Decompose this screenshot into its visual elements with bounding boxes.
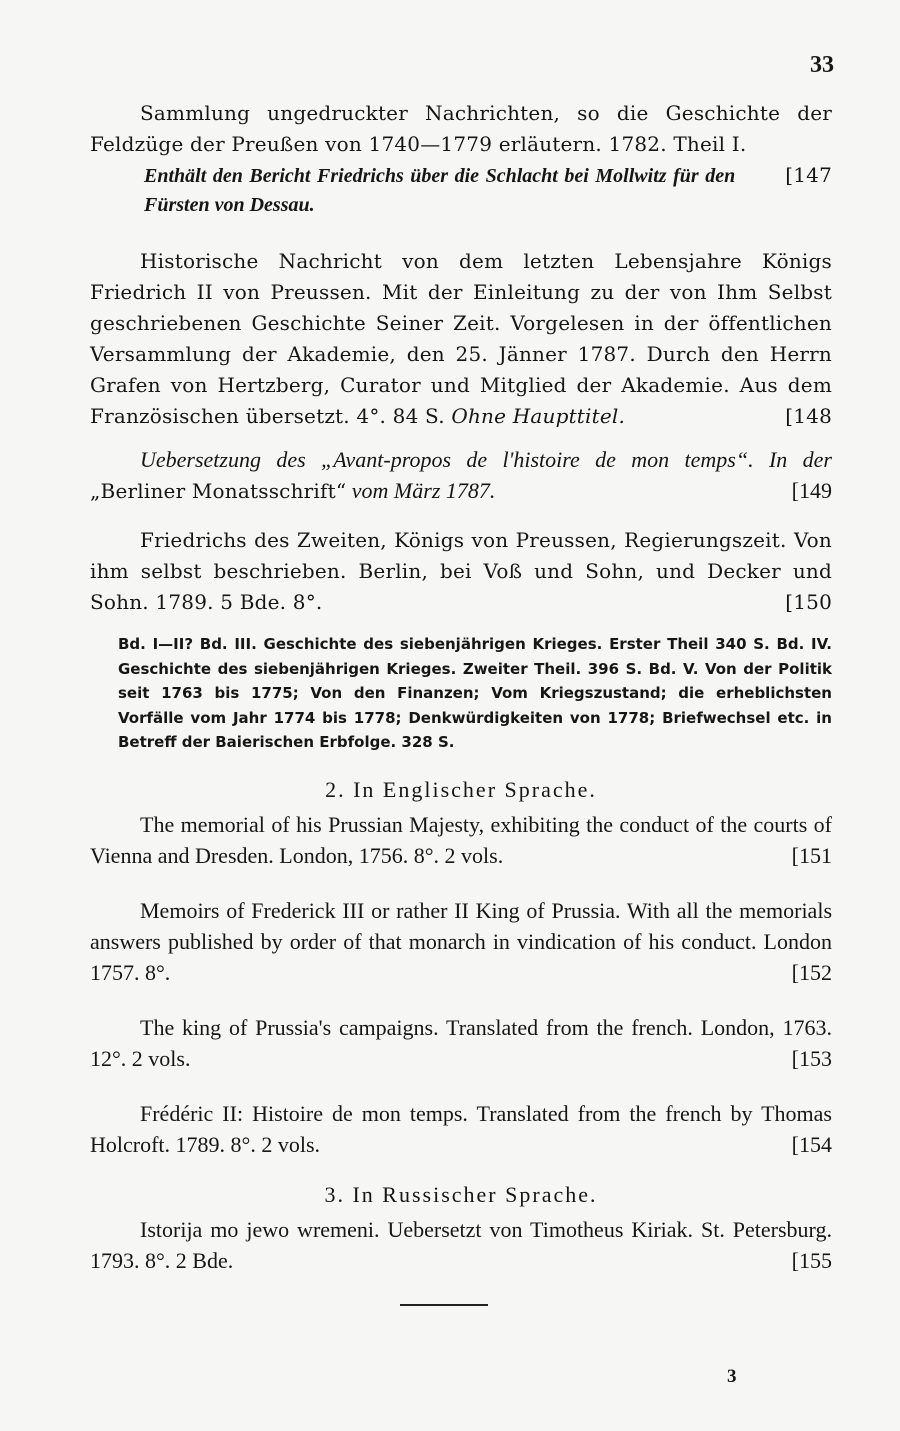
entry-148 (90, 246, 832, 432)
entry-text: Friedrichs des Zweiten, Königs von Preussen, Regierungszeit. Von ihm selbst beschrieben. Berlin, bei Voß und Sohn, und Decker und Sohn. 1789. 5 Bde. 8°. (90, 528, 832, 614)
entry-155 (90, 1214, 832, 1276)
entry-text: Frédéric II: Histoire de mon temps. Translated from the french by Thomas Holcroft. 1789. 8°. 2 vols. (90, 1100, 832, 1157)
entry-154 (90, 1098, 832, 1160)
entry-151 (90, 809, 832, 871)
entry-text: Istorija mo jewo wremeni. Uebersetzt von Timotheus Kiriak. St. Petersburg. 1793. 8°. 2 Bde. (90, 1216, 832, 1273)
entry-number: [148 (785, 404, 832, 428)
entry-number: [149 (791, 478, 832, 503)
entry-152 (90, 895, 832, 988)
entry-number: [147 (785, 163, 832, 187)
entry-number: [152 (791, 959, 832, 985)
entry-note: Enthält den Bericht Friedrichs über die Schlacht bei Mollwitz für den Fürsten von Dessau. (144, 165, 736, 216)
entry-text: Historische Nachricht von dem letzten Lebensjahre Königs Friedrich II von Preussen. Mit der Einleitung zu der von Ihm Selbst geschriebenen Geschichte Seiner Zeit. Vorgelesen in der öffentlichen Versammlung der Akademie, den 25. Jänner 1787. Durch den Herrn Grafen von Hertzberg, Curator und Mitglied der Akademie. Aus dem Französischen übersetzt. 4°. 84 S. (90, 249, 832, 428)
entry-number: [153 (791, 1045, 832, 1071)
entry-147 (90, 98, 832, 187)
entry-number: [154 (791, 1131, 832, 1157)
entry-number: [155 (791, 1247, 832, 1273)
entry-text: The memorial of his Prussian Majesty, exhibiting the conduct of the courts of Vienna and Dresden. London, 1756. 8°. 2 vols. (90, 811, 832, 868)
entry-number: [150 (785, 590, 832, 614)
entry-number: [151 (791, 842, 832, 868)
entry-italic-tail: vom März 1787. (351, 478, 496, 503)
signature-mark: 3 (727, 1366, 737, 1387)
entry-text: Sammlung ungedruckter Nachrichten, so die Geschichte der Feldzüge der Preußen von 1740—1779 erläutern. 1782. Theil I. (90, 101, 832, 156)
entry-subnote: Bd. I—II? Bd. III. Geschichte des siebenjährigen Krieges. Erster Theil 340 S. Bd. IV. Geschichte des siebenjährigen Krieges. Zweiter Theil. 396 S. Bd. V. Von der Politik seit 1763 bis 1775; Von den Finanzen; Vom Kriegszustand; die erheblichsten Vorfälle vom Jahr 1774 bis 1778; Denkwürdigkeiten von 1778; Briefwechsel etc. in Betreff der Baierischen Erbfolge. 328 S. (118, 635, 832, 751)
entry-italic-text: Uebersetzung des „Avant-propos de l'histoire de mon temps“. In der (140, 447, 832, 472)
entry-149 (90, 444, 832, 507)
entry-153 (90, 1012, 832, 1074)
section-heading-english: 2. In Englischer Sprache. (325, 776, 597, 802)
entry-text: The king of Prussia's campaigns. Translated from the french. London, 1763. 12°. 2 vols. (90, 1014, 832, 1071)
closing-rule (400, 1304, 488, 1306)
entry-150 (90, 525, 832, 618)
section-heading-russian: 3. In Russischer Sprache. (324, 1181, 598, 1207)
entry-text: „Berliner Monatsschrift“ (90, 479, 347, 503)
page-body (90, 94, 832, 1276)
entry-text: Memoirs of Frederick III or rather II King of Prussia. With all the memorials answers published by order of that monarch in vindication of his conduct. London 1757. 8°. (90, 897, 832, 985)
entry-italic-tail: Ohne Haupttitel. (451, 404, 626, 428)
page-number: 33 (810, 52, 834, 78)
